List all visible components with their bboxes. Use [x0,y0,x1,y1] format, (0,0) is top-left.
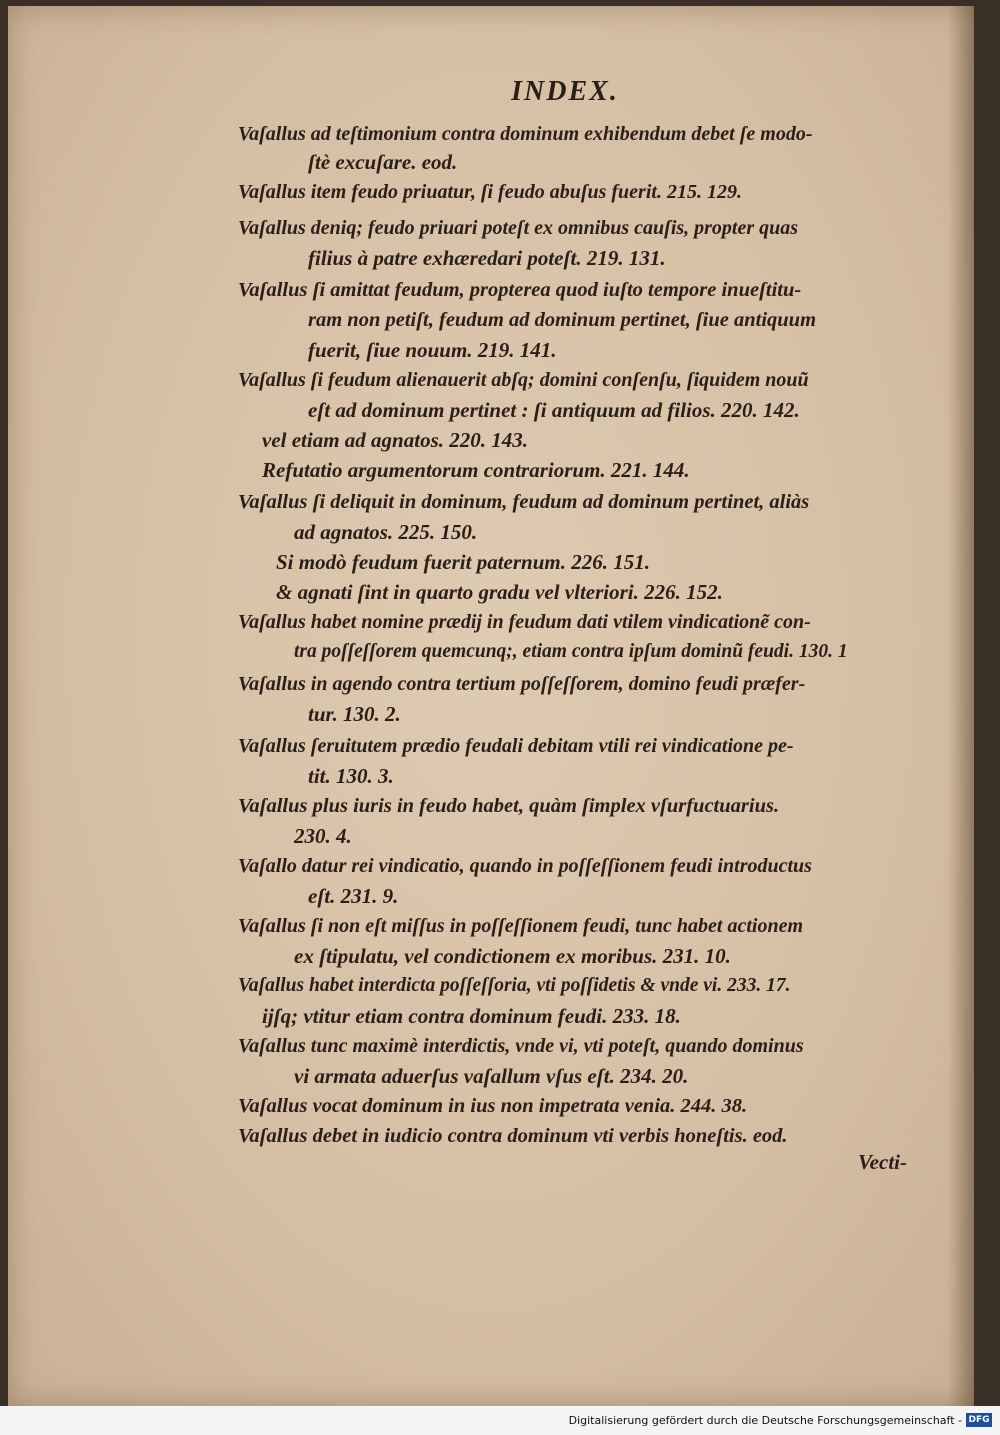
index-line: 230. 4. [294,824,352,848]
index-line: Vaſallus ſi amittat feudum, propterea quod iuſto tempore inueſtitu- [238,279,802,301]
index-line: Vaſallus tunc maximè interdictis, vnde vi, vti poteſt, quando dominus [238,1035,804,1057]
index-line: eſt. 231. 9. [308,884,399,908]
index-line: Refutatio argumentorum contrariorum. 221. 144. [262,458,690,482]
index-line: Vaſallus vocat dominum in ius non impetrata venia. 244. 38. [238,1095,748,1117]
index-line: ſtè excuſare. eod. [308,150,458,174]
dfg-logo-icon: DFG [966,1413,992,1427]
index-line: vel etiam ad agnatos. 220. 143. [262,428,528,452]
running-head: INDEX. [511,76,619,107]
index-line: tit. 130. 3. [308,764,394,788]
index-line: Vaſallus ad teſtimonium contra dominum exhibendum debet ſe modo- [238,123,813,145]
index-line: Vaſallo datur rei vindicatio, quando in poſſeſſionem feudi introductus [238,855,812,877]
index-line: ad agnatos. 225. 150. [294,520,478,544]
index-line: Vaſallus debet in iudicio contra dominum vti verbis honeſtis. eod. [238,1125,788,1147]
index-line: ex ſtipulatu, vel condictionem ex moribus. 231. 10. [294,944,731,968]
index-line: tra poſſeſſorem quemcunq;, etiam contra ipſum dominũ feudi. 130. 1 [294,641,848,662]
index-line: Vaſallus habet nomine prædij in feudum dati vtilem vindicationẽ con- [238,611,811,633]
digitization-footer [0,1406,1000,1435]
index-line: Vaſallus deniq; feudo priuari poteſt ex omnibus cauſis, propter quas [238,217,799,239]
index-line: Vaſallus in agendo contra tertium poſſeſſorem, domino feudi præfer- [238,673,806,695]
index-line: filius à patre exhæredari poteſt. 219. 131. [308,246,666,270]
index-line: Vaſallus plus iuris in feudo habet, quàm ſimplex vſurfuctuarius. [238,795,780,817]
index-line: Vaſallus habet interdicta poſſeſſoria, vti poſſidetis & vnde vi. 233. 17. [238,975,791,996]
index-line: ijſq; vtitur etiam contra dominum feudi. 233. 18. [262,1004,681,1028]
index-line: ram non petiſt, feudum ad dominum pertinet, ſiue antiquum [308,309,817,331]
index-line: Vaſallus ſi feudum alienauerit abſq; domini conſenſu, ſiquidem nouũ [238,369,809,391]
index-line: Vaſallus ſi non eſt miſſus in poſſeſſionem feudi, tunc habet actionem [238,915,804,937]
index-line: Vaſallus ſi deliquit in dominum, feudum ad dominum pertinet, aliàs [238,491,810,513]
index-line: vi armata aduerſus vaſallum vſus eſt. 234. 20. [294,1064,689,1088]
index-line: tur. 130. 2. [308,702,401,726]
index-line: eſt ad dominum pertinet : ſi antiquum ad filios. 220. 142. [308,398,800,422]
index-entries [0,120,1000,1180]
footer-credit: Digitalisierung gefördert durch die Deutsche Forschungsgemeinschaft - [568,1414,962,1427]
index-line: Si modò feudum fuerit paternum. 226. 151. [276,550,650,574]
index-line: & agnati ſint in quarto gradu vel vlteriori. 226. 152. [276,580,723,604]
catchword: Vecti- [858,1150,907,1174]
index-line: fuerit, ſiue nouum. 219. 141. [308,338,557,362]
index-line: Vaſallus item feudo priuatur, ſi feudo abuſus fuerit. 215. 129. [238,181,742,203]
index-line: Vaſallus ſeruitutem prædio feudali debitam vtili rei vindicatione pe- [238,735,794,757]
